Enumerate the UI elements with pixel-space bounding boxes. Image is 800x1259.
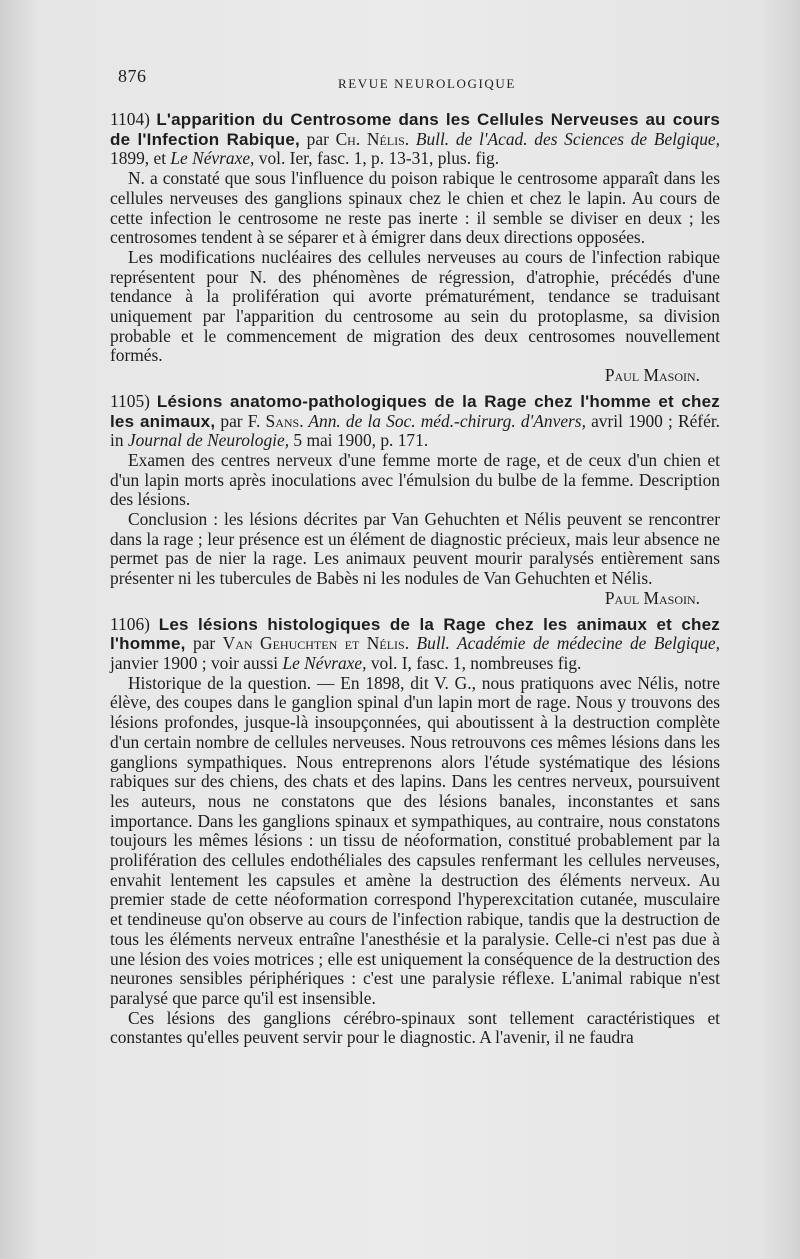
- article-signature: Paul Masoin.: [604, 365, 700, 386]
- article-citation-year: 1899, et: [110, 148, 171, 169]
- article-heading: [110, 392, 720, 451]
- article-author: Van Gehuchten et Nélis.: [222, 633, 410, 654]
- article-citation-journal: Ann. de la Soc. méd.-chirurg. d'Anvers,: [303, 410, 586, 431]
- article-paragraph: Les modifications nucléaires des cellules nerveuses au cours de l'infection rabique représentent pour N. des phénomènes de régression, d'atrophie, précédés d'une tendance à la prolifération qui avorte prématurément, tendance se traduisant uniquement par l'apparition du centrosome au sein du protoplasme, sa division probable et le commencement de migration des deux centrosomes nouvellement formés.: [110, 246, 720, 366]
- article-citation-pages: 5 mai 1900, p. 171.: [289, 430, 429, 451]
- article-author: F. Sans.: [247, 410, 304, 431]
- article-citation-pages: vol. Ier, fasc. 1, p. 13-31, plus. fig.: [254, 148, 500, 169]
- article-citation-journal: Bull. Académie de médecine de Belgique,: [409, 633, 720, 654]
- article-number: 1106): [110, 613, 150, 634]
- article-author: Ch. Nélis.: [335, 128, 410, 149]
- running-head: REVUE NEUROLOGIQUE: [338, 76, 516, 91]
- article-citation-journal-2: Journal de Neurologie,: [127, 430, 290, 451]
- article-paragraph: Historique de la question. — En 1898, dit V. G., nous pratiquons avec Nélis, notre élève, des coupes dans le ganglion spinal d'un lapin mort de rage. Nous y trouvons des lésions profondes, jusque-là insoupçonnées, qui aboutissent à la destruction complète d'un certain nombre de cellules nerveuses. Nous retrouvons ces mêmes lésions dans les ganglions sympathiques. Nous entreprenons alors l'étude systématique des lésions rabiques sur des chiens, des chats et des lapins. Dans les centres nerveux, poursuivent les auteurs, nous ne constatons que des lésions banales, inconstantes et sans importance. Dans les ganglions spinaux et sympathiques, au contraire, nous constatons toujours les mêmes lésions : un tissu de néoformation, constitué probablement par la prolifération des cellules endothéliales des capsules renfermant les cellules nerveuses, envahit lentement les capsules et amène la destruction des éléments nerveux. Au premier stade de cette néoformation correspond l'hyperexcitation cutanée, musculaire et tendineuse qu'on observe au cours de l'infection rabique, tandis que la destruction de tous les éléments nerveux entraîne l'anesthésie et la paralysie. Celle-ci n'est pas due à une lésion des voies motrices ; elle est uniquement la conséquence de la destruction des neurones sensibles périphériques : c'est une paralysie réflexe. L'animal rabique n'est paralysé que parce qu'il est insensible.: [110, 672, 720, 1008]
- article-1104: [110, 110, 720, 386]
- article-paragraph: Conclusion : les lésions décrites par Van Gehuchten et Nélis peuvent se rencontrer dans la rage ; leur présence est un élément de diagnostic précieux, mais leur absence ne permet pas de nier la rage. Les animaux peuvent mourir paralysés entièrement sans présenter ni les tubercules de Babès ni les nodules de Van Gehuchten et Nélis.: [110, 509, 720, 589]
- article-number: 1105): [110, 390, 150, 411]
- article-title: Lésions anatomo-pathologiques de la Rage chez l'homme et chez les animaux,: [110, 391, 720, 431]
- article-citation-journal-2: Le Névraxe,: [170, 148, 255, 169]
- article-citation-year: janvier 1900 ; voir aussi: [110, 652, 283, 673]
- article-citation-pages: vol. I, fasc. 1, nombreuses fig.: [366, 652, 582, 673]
- article-title: Les lésions histologiques de la Rage chez les animaux et chez l'homme,: [110, 614, 720, 654]
- article-1106: [110, 615, 720, 1048]
- article-citation-journal-2: Le Névraxe,: [282, 652, 367, 673]
- article-by: par: [185, 633, 223, 654]
- article-title: L'apparition du Centrosome dans les Cellules Nerveuses au cours de l'Infection Rabique,: [110, 110, 721, 149]
- article-number: 1104): [110, 109, 150, 129]
- article-heading: [110, 615, 720, 674]
- article-heading: [110, 110, 720, 169]
- article-citation-journal: Bull. de l'Acad. des Sciences de Belgique,: [409, 128, 720, 149]
- article-paragraph: Ces lésions des ganglions cérébro-spinaux sont tellement caractéristiques et constantes qu'elles peuvent servir pour le diagnostic. A l'avenir, il ne faudra: [110, 1007, 720, 1048]
- page-header: [118, 66, 718, 96]
- article-by: par: [215, 410, 248, 431]
- article-citation-year: avril 1900 ; Référ. in: [110, 410, 720, 451]
- article-paragraph: Examen des centres nerveux d'une femme morte de rage, et de ceux d'un chien et d'un lapin morts après inoculations avec l'émulsion du bulbe de la femme. Description des lésions.: [110, 449, 720, 510]
- article-by: par: [299, 128, 336, 149]
- article-paragraph: N. a constaté que sous l'influence du poison rabique le centrosome apparaît dans les cellules nerveuses des ganglions spinaux chez le chien et chez le lapin. Au cours de cette infection le centrosome ne reste pas inerte : il semble se diviser en deux ; les centrosomes tendent à se séparer et à émigrer dans deux directions opposées.: [110, 168, 720, 248]
- article-signature: Paul Masoin.: [604, 587, 700, 608]
- page-body: [110, 110, 720, 1048]
- article-1105: [110, 392, 720, 609]
- page-number: 876: [118, 66, 147, 86]
